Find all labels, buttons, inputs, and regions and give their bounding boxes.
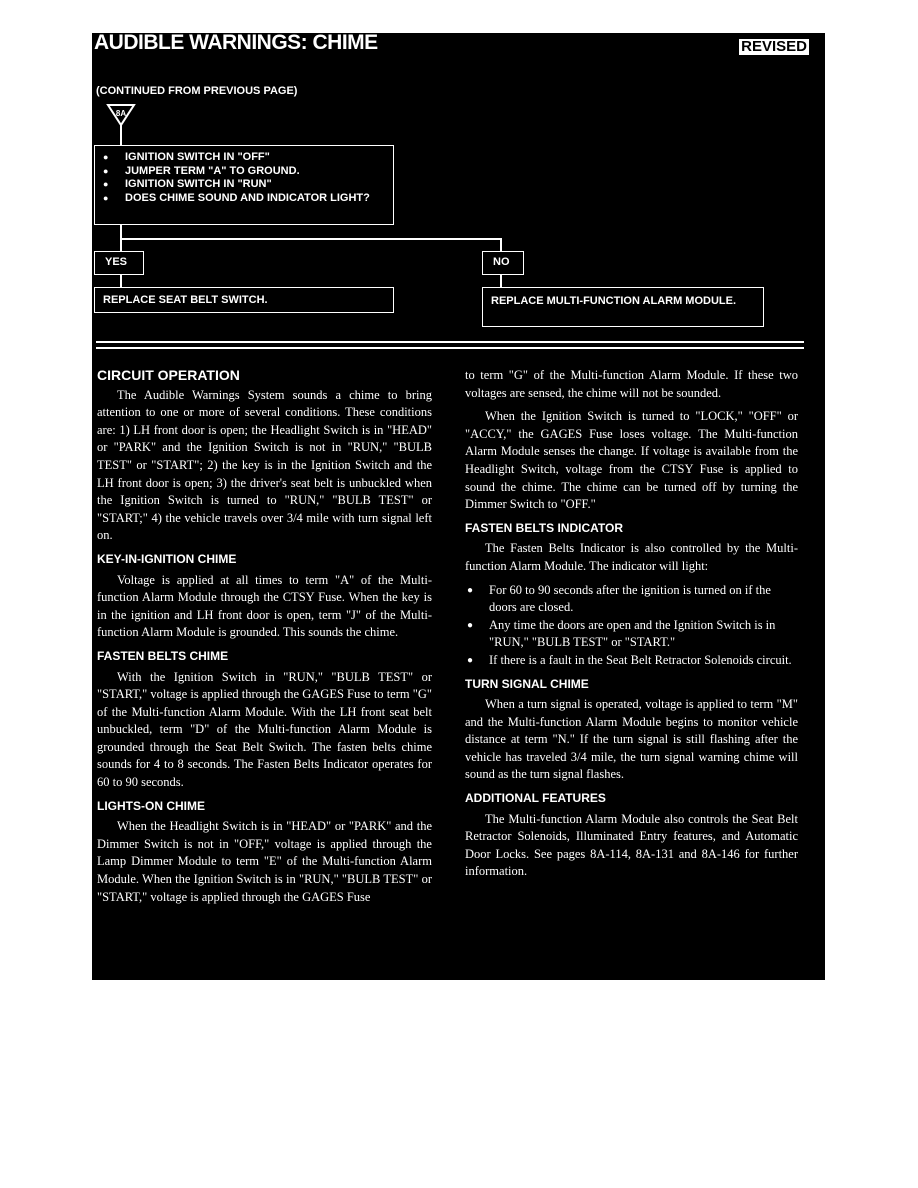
list-item: ● If there is a fault in the Seat Belt Retractor Solenoids circuit. (465, 652, 798, 670)
section-heading-turn-signal: TURN SIGNAL CHIME (465, 676, 589, 691)
flow-connector (120, 275, 122, 287)
key-in-ignition-text: Voltage is applied at all times to term "A" of the Multi-function Alarm Module through the CTSY Fuse. When the key is in the ignition and LH front door is open, term "J" of the Multi-function Alarm Module is grounded. This sounds the chime. (97, 572, 432, 640)
yes-box: YES (94, 251, 144, 275)
section-heading-lights-on: LIGHTS-ON CHIME (97, 798, 205, 813)
turn-signal-text: When a turn signal is operated, voltage is applied to term "M" and the Multi-function Alarm Module begins to monitor vehicle distance at term "N." If the turn signal is still flashing after the vehicle has traveled 3/4 mile, the turn signal warning chime will sound as the turn signal flashes. (465, 697, 798, 782)
question-item: ● JUMPER TERM "A" TO GROUND. (103, 165, 387, 179)
question-item: ● DOES CHIME SOUND AND INDICATOR LIGHT? (103, 192, 387, 206)
lights-on-text: When the Headlight Switch is in "HEAD" or "PARK" and the Dimmer Switch is not in "OFF," voltage is applied through the Lamp Dimmer Module to term "E" of the Multi-function Alarm Module. When the Ignition Switch is in "RUN," "BULB TEST" or "START," voltage is applied through the GAGES Fuse (97, 819, 432, 904)
section-heading-fasten-belts-indicator: FASTEN BELTS INDICATOR (465, 520, 624, 535)
lights-on-continued-text: When the Ignition Switch is turned to "LOCK," "OFF" or "ACCY," the GAGES Fuse loses voltage. The Multi-function Alarm Module senses the change. If voltage is available from the Headlight Switch, voltage from the CTSY Fuse is applied to sound the chime. The chime can be turned off by turning the Dimmer Switch to "OFF." (465, 409, 798, 512)
question-item: ● IGNITION SWITCH IN "RUN" (103, 178, 387, 192)
section-heading-additional-features: ADDITIONAL FEATURES (465, 791, 606, 806)
list-item: ● For 60 to 90 seconds after the ignition is turned on if the doors are closed. (465, 582, 798, 617)
flow-connector (500, 238, 502, 251)
question-item: ● IGNITION SWITCH IN "OFF" (103, 151, 387, 165)
section-heading-key-in-ignition: KEY-IN-IGNITION CHIME (97, 551, 237, 566)
connector-8a-icon (106, 103, 136, 145)
continued-note: (CONTINUED FROM PREVIOUS PAGE) (96, 85, 298, 97)
list-item: ● Any time the doors are open and the Ignition Switch is in "RUN," "BULB TEST" or "START." (465, 617, 798, 652)
question-box (94, 145, 394, 225)
page-title: AUDIBLE WARNINGS: CHIME (94, 31, 378, 54)
fasten-belts-indicator-text: The Fasten Belts Indicator is also controlled by the Multi-function Alarm Module. The indicator will light: (465, 541, 798, 573)
section-heading-fasten-belts-chime: FASTEN BELTS CHIME (97, 648, 229, 663)
flow-connector (120, 238, 502, 240)
additional-features-text: The Multi-function Alarm Module also controls the Seat Belt Retractor Solenoids, Illuminated Entry features, and Automatic Door Locks. See pages 8A-114, 8A-131 and 8A-146 for further information. (465, 811, 798, 879)
divider (96, 347, 804, 349)
fasten-belts-chime-text: With the Ignition Switch in "RUN," "BULB TEST" or "START," voltage is applied through the GAGES Fuse to term "G" of the Multi-function Alarm Module. With the LH front seat belt unbuckled, term "D" of the Multi-function Alarm Module is grounded through the Seat Belt Switch. The fasten belts chime sounds for 4 to 8 seconds. The Fasten Belts Indicator operates for 60 to 90 seconds. (97, 669, 432, 790)
yes-action-box: REPLACE SEAT BELT SWITCH. (94, 287, 394, 313)
left-column (97, 367, 432, 912)
right-column (465, 367, 798, 887)
divider (96, 341, 804, 343)
lights-on-continued-text: to term "G" of the Multi-function Alarm Module. If these two voltages are sensed, the chime will not be sounded. (465, 368, 798, 400)
indicator-conditions-list (465, 582, 798, 670)
connector-label: 8A (115, 109, 127, 118)
circuit-operation-text: The Audible Warnings System sounds a chime to bring attention to one or more of several conditions. These conditions are: 1) LH front door is open; the Headlight Switch is in "HEAD" or "PARK" and the Ignition Switch is not in "RUN," "BULB TEST" or "START"; 2) the key is in the Ignition Switch and the LH front door is open; 3) the driver's seat belt is unbuckled when the Ignition Switch is turned to "RUN," "BULB TEST" or "START;" 4) the vehicle travels over 3/4 mile with turn signal left on. (97, 387, 432, 543)
section-heading-circuit-operation: CIRCUIT OPERATION (97, 367, 240, 383)
no-box: NO (482, 251, 524, 275)
document-page (92, 33, 825, 980)
no-action-box: REPLACE MULTI-FUNCTION ALARM MODULE. (482, 287, 764, 327)
flow-connector (500, 275, 502, 287)
revised-badge: REVISED (741, 38, 807, 55)
